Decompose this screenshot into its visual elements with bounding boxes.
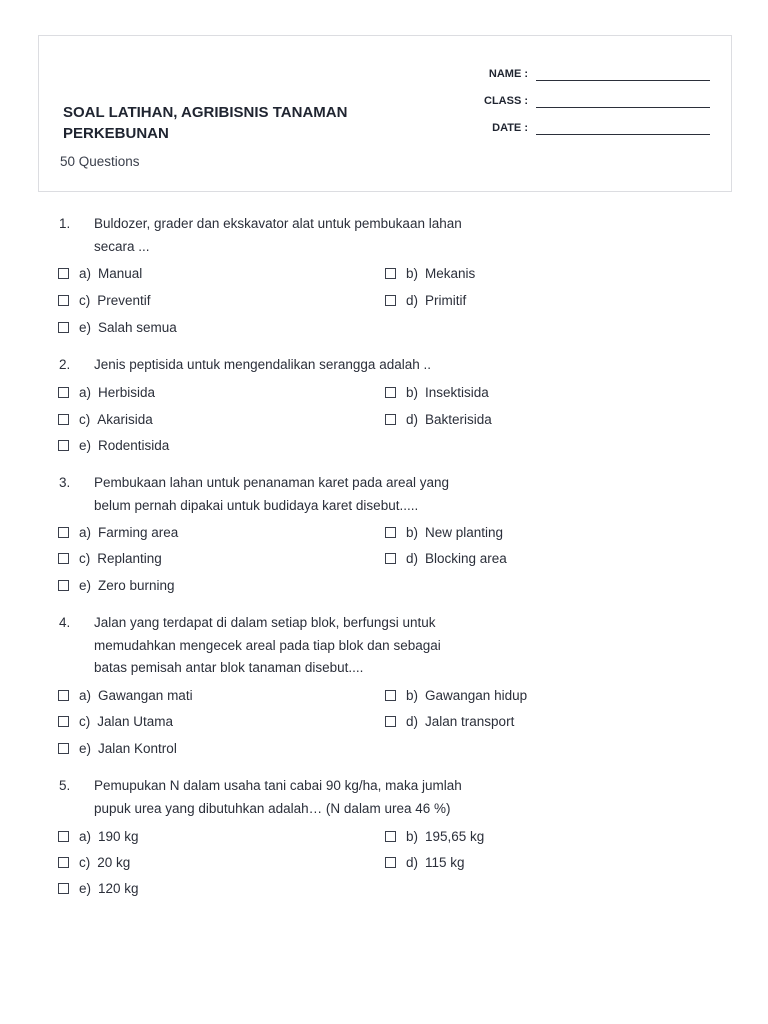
option-letter: e): [79, 880, 92, 896]
question-number: 5.: [59, 778, 71, 793]
option-a[interactable]: [58, 685, 193, 705]
checkbox[interactable]: [58, 268, 69, 279]
option-text: Mekanis: [425, 265, 476, 281]
option-text: Blocking area: [425, 550, 507, 566]
option-text: Salah semua: [98, 319, 177, 335]
checkbox[interactable]: [385, 414, 396, 425]
question-number: 2.: [59, 357, 71, 372]
option-c[interactable]: [58, 548, 162, 568]
checkbox[interactable]: [385, 831, 396, 842]
option-e[interactable]: [58, 738, 177, 758]
option-c[interactable]: [58, 711, 173, 731]
option-letter: a): [79, 524, 92, 540]
option-text: Manual: [98, 265, 143, 281]
quiz-title: SOAL LATIHAN, AGRIBISNIS TANAMAN PERKEBUNAN: [63, 104, 348, 142]
option-text: 190 kg: [98, 828, 139, 844]
checkbox[interactable]: [58, 690, 69, 701]
option-text: Jalan Utama: [97, 713, 174, 729]
name-row: [489, 63, 710, 81]
option-c[interactable]: [58, 290, 151, 310]
option-letter: e): [79, 319, 92, 335]
option-a[interactable]: [58, 522, 178, 542]
option-letter: b): [406, 384, 419, 400]
option-letter: e): [79, 437, 92, 453]
name-label: NAME :: [488, 68, 528, 80]
option-letter: b): [406, 265, 419, 281]
option-text: 120 kg: [98, 880, 139, 896]
option-text: Rodentisida: [98, 437, 170, 453]
option-letter: d): [406, 550, 419, 566]
option-e[interactable]: [58, 878, 139, 898]
option-b[interactable]: [385, 685, 527, 705]
question-number: 3.: [59, 475, 71, 490]
option-letter: b): [406, 524, 419, 540]
option-d[interactable]: [385, 852, 465, 872]
option-e[interactable]: [58, 575, 175, 595]
option-letter: c): [79, 854, 91, 870]
option-b[interactable]: [385, 263, 475, 283]
date-label: DATE :: [492, 122, 528, 134]
question-number: 1.: [59, 216, 71, 231]
checkbox[interactable]: [58, 295, 69, 306]
option-text: 20 kg: [97, 854, 131, 870]
option-e[interactable]: [58, 317, 177, 337]
option-d[interactable]: [385, 711, 514, 731]
checkbox[interactable]: [58, 553, 69, 564]
option-text: Gawangan mati: [98, 687, 193, 703]
option-e[interactable]: [58, 435, 169, 455]
option-text: 195,65 kg: [425, 828, 485, 844]
option-letter: e): [79, 577, 92, 593]
class-field[interactable]: [536, 93, 710, 108]
option-letter: c): [79, 411, 91, 427]
option-d[interactable]: [385, 290, 466, 310]
option-b[interactable]: [385, 522, 503, 542]
option-letter: c): [79, 292, 91, 308]
option-text: Primitif: [425, 292, 467, 308]
option-c[interactable]: [58, 852, 130, 872]
option-letter: e): [79, 740, 92, 756]
checkbox[interactable]: [385, 690, 396, 701]
option-text: Gawangan hidup: [425, 687, 528, 703]
option-letter: a): [79, 265, 92, 281]
worksheet-header: [38, 35, 732, 192]
option-text: Akarisida: [97, 411, 153, 427]
class-row: [484, 90, 710, 108]
option-letter: d): [406, 713, 419, 729]
option-d[interactable]: [385, 548, 507, 568]
option-b[interactable]: [385, 382, 489, 402]
checkbox[interactable]: [58, 831, 69, 842]
checkbox[interactable]: [385, 268, 396, 279]
checkbox[interactable]: [385, 553, 396, 564]
option-letter: c): [79, 713, 91, 729]
option-text: Replanting: [97, 550, 162, 566]
option-text: Farming area: [98, 524, 179, 540]
checkbox[interactable]: [58, 883, 69, 894]
checkbox[interactable]: [58, 322, 69, 333]
option-letter: c): [79, 550, 91, 566]
option-text: Jalan Kontrol: [98, 740, 177, 756]
checkbox[interactable]: [385, 295, 396, 306]
checkbox[interactable]: [58, 387, 69, 398]
option-b[interactable]: [385, 826, 484, 846]
checkbox[interactable]: [58, 716, 69, 727]
option-a[interactable]: [58, 382, 155, 402]
question-text: Jalan yang terdapat di dalam setiap blok, berfungsi untuk memudahkan mengecek areal pada tiap blok dan sebagai batas pemisah antar blok tanaman disebut....: [94, 615, 441, 675]
checkbox[interactable]: [58, 414, 69, 425]
class-label: CLASS :: [484, 95, 528, 107]
date-row: [492, 117, 710, 135]
checkbox[interactable]: [58, 440, 69, 451]
question-text: Buldozer, grader dan ekskavator alat untuk pembukaan lahan secara ...: [94, 216, 462, 254]
checkbox[interactable]: [385, 857, 396, 868]
checkbox[interactable]: [58, 527, 69, 538]
checkbox[interactable]: [58, 580, 69, 591]
option-d[interactable]: [385, 409, 492, 429]
option-letter: a): [79, 384, 92, 400]
option-a[interactable]: [58, 263, 142, 283]
option-text: Bakterisida: [425, 411, 492, 427]
question-number: 4.: [59, 615, 71, 630]
option-letter: d): [406, 292, 419, 308]
question-text: Pemupukan N dalam usaha tani cabai 90 kg/ha, maka jumlah pupuk urea yang dibutuhkan adalah… (N dalam urea 46 %): [94, 778, 462, 816]
option-text: Herbisida: [98, 384, 156, 400]
checkbox[interactable]: [58, 743, 69, 754]
option-a[interactable]: [58, 826, 139, 846]
date-field[interactable]: [536, 120, 710, 135]
question-count: 50 Questions: [60, 154, 140, 169]
option-letter: a): [79, 687, 92, 703]
checkbox[interactable]: [385, 527, 396, 538]
checkbox[interactable]: [385, 387, 396, 398]
option-letter: a): [79, 828, 92, 844]
option-c[interactable]: [58, 409, 153, 429]
option-text: Preventif: [97, 292, 151, 308]
option-text: Insektisida: [425, 384, 489, 400]
question-text: Jenis peptisida untuk mengendalikan serangga adalah ..: [94, 357, 431, 372]
option-letter: d): [406, 411, 419, 427]
option-text: New planting: [425, 524, 504, 540]
option-text: Zero burning: [98, 577, 175, 593]
option-letter: b): [406, 687, 419, 703]
option-text: Jalan transport: [425, 713, 515, 729]
question-text: Pembukaan lahan untuk penanaman karet pada areal yang belum pernah dipakai untuk budidaya karet disebut.....: [94, 475, 450, 513]
name-field[interactable]: [536, 66, 710, 81]
option-letter: b): [406, 828, 419, 844]
option-text: 115 kg: [425, 854, 465, 870]
checkbox[interactable]: [58, 857, 69, 868]
checkbox[interactable]: [385, 716, 396, 727]
option-letter: d): [406, 854, 419, 870]
